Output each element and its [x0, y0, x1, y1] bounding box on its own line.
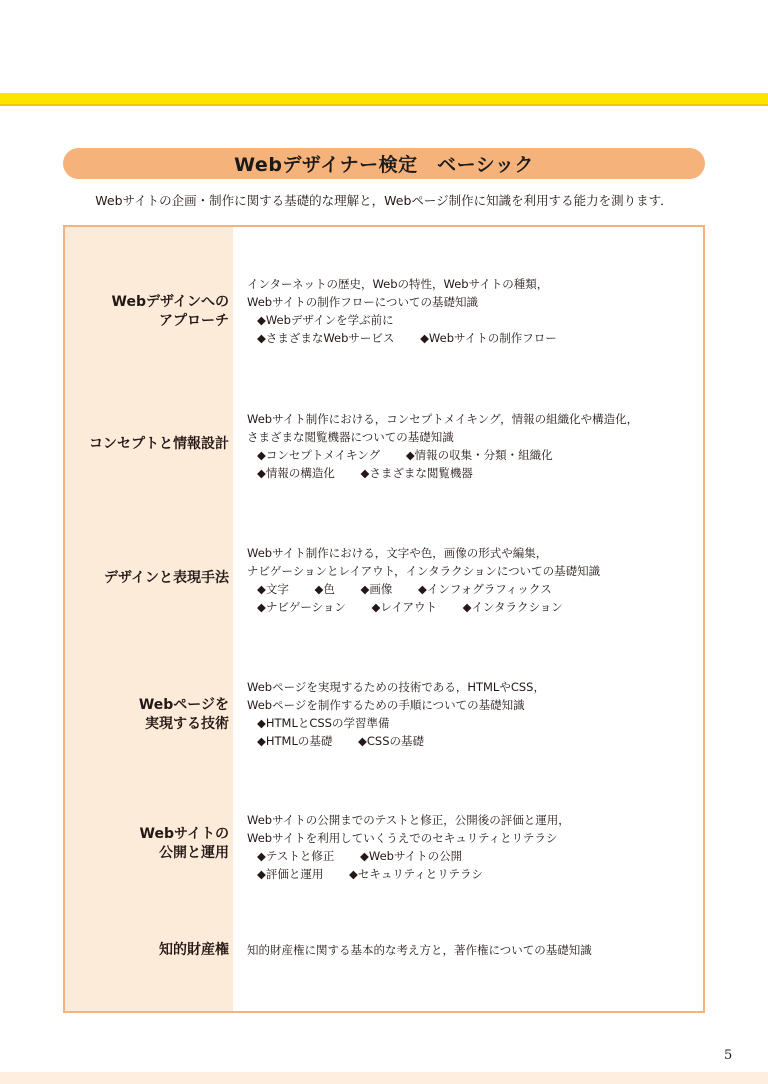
topic-item: ◆CSSの基礎	[358, 734, 424, 748]
topic-item: ◆HTMLの基礎	[257, 734, 333, 748]
topic-list	[247, 847, 697, 865]
topic-list	[247, 732, 697, 750]
topic-list	[247, 311, 697, 329]
section-description: インターネットの歴史，Webの特性，Webサイトの種類， Webサイトの制作フローについての基礎知識 ◆Webデザインを学ぶ前に ◆さまざまなWebサービス ◆Webサイトの制作フロー	[247, 275, 697, 347]
topic-item: ◆レイアウト	[371, 600, 437, 614]
section-title: 知的財産権	[159, 942, 229, 958]
topic-item: ◆Webサイトの公開	[360, 849, 463, 863]
topic-item: ◆セキュリティとリテラシ	[349, 867, 483, 881]
topic-list	[247, 714, 697, 732]
content-table	[63, 225, 705, 1013]
section-description: Webサイト制作における，文字や色，画像の形式や編集， ナビゲーションとレイアウト，インタラクションについての基礎知識 ◆文字 ◆色 ◆画像 ◆インフォグラフィックス ◆ナビゲーション ◆レイアウト ◆インタラクション	[247, 544, 697, 616]
topic-item: ◆ナビゲーション	[257, 600, 346, 614]
topic-list	[247, 580, 697, 598]
topic-item: ◆色	[314, 582, 335, 596]
topic-item: ◆評価と運用	[257, 867, 324, 881]
section-title: コンセプトと情報設計	[89, 436, 229, 452]
top-band-rule	[0, 104, 768, 106]
section-title: Webデザインへの アプローチ	[111, 294, 229, 329]
title-banner	[63, 148, 705, 179]
topic-item: ◆インフォグラフィックス	[418, 582, 552, 596]
topic-list	[247, 464, 697, 482]
topic-item: ◆情報の構造化	[257, 466, 335, 480]
section-description: 知的財産権に関する基本的な考え方と，著作権についての基礎知識	[247, 943, 592, 957]
topic-item: ◆テストと修正	[257, 849, 335, 863]
topic-item: ◆コンセプトメイキング	[257, 448, 381, 462]
page-number: 5	[724, 1048, 733, 1063]
topic-list	[247, 446, 697, 464]
topic-item: ◆Webサイトの制作フロー	[420, 331, 557, 345]
section-description: Webページを実現するための技術である，HTMLやCSS， Webページを制作するための手順についての基礎知識 ◆HTMLとCSSの学習準備 ◆HTMLの基礎 ◆CSSの基礎	[247, 678, 697, 750]
topic-item: ◆Webデザインを学ぶ前に	[257, 313, 394, 327]
page-title: Webデザイナー検定 ベーシック	[234, 154, 534, 176]
topic-item: ◆HTMLとCSSの学習準備	[257, 716, 390, 730]
section-description: Webサイトの公開までのテストと修正，公開後の評価と運用， Webサイトを利用していくうえでのセキュリティとリテラシ ◆テストと修正 ◆Webサイトの公開 ◆評価と運用 ◆セキュリティとリテラシ	[247, 811, 697, 883]
category-column	[65, 227, 233, 1011]
section-title: デザインと表現手法	[103, 570, 229, 586]
topic-list	[247, 598, 697, 616]
topic-item: ◆文字	[257, 582, 289, 596]
topic-list	[247, 329, 697, 347]
section-title: Webサイトの 公開と運用	[139, 826, 229, 861]
section-description: Webサイト制作における，コンセプトメイキング，情報の組織化や構造化， さまざまな閲覧機器についての基礎知識 ◆コンセプトメイキング ◆情報の収集・分類・組織化 ◆情報の構造化 ◆さまざまな閲覧機器	[247, 410, 697, 482]
bottom-band	[0, 1072, 768, 1084]
topic-list	[247, 865, 697, 883]
topic-item: ◆さまざまなWebサービス	[257, 331, 395, 345]
topic-item: ◆画像	[360, 582, 393, 596]
section-title: Webページを 実現する技術	[138, 697, 229, 732]
topic-item: ◆インタラクション	[462, 600, 563, 614]
subtitle: Webサイトの企画・制作に関する基礎的な理解と，Webページ制作に知識を利用する能力を測ります．	[95, 193, 673, 208]
topic-item: ◆情報の収集・分類・組織化	[405, 448, 553, 462]
topic-item: ◆さまざまな閲覧機器	[360, 466, 473, 480]
